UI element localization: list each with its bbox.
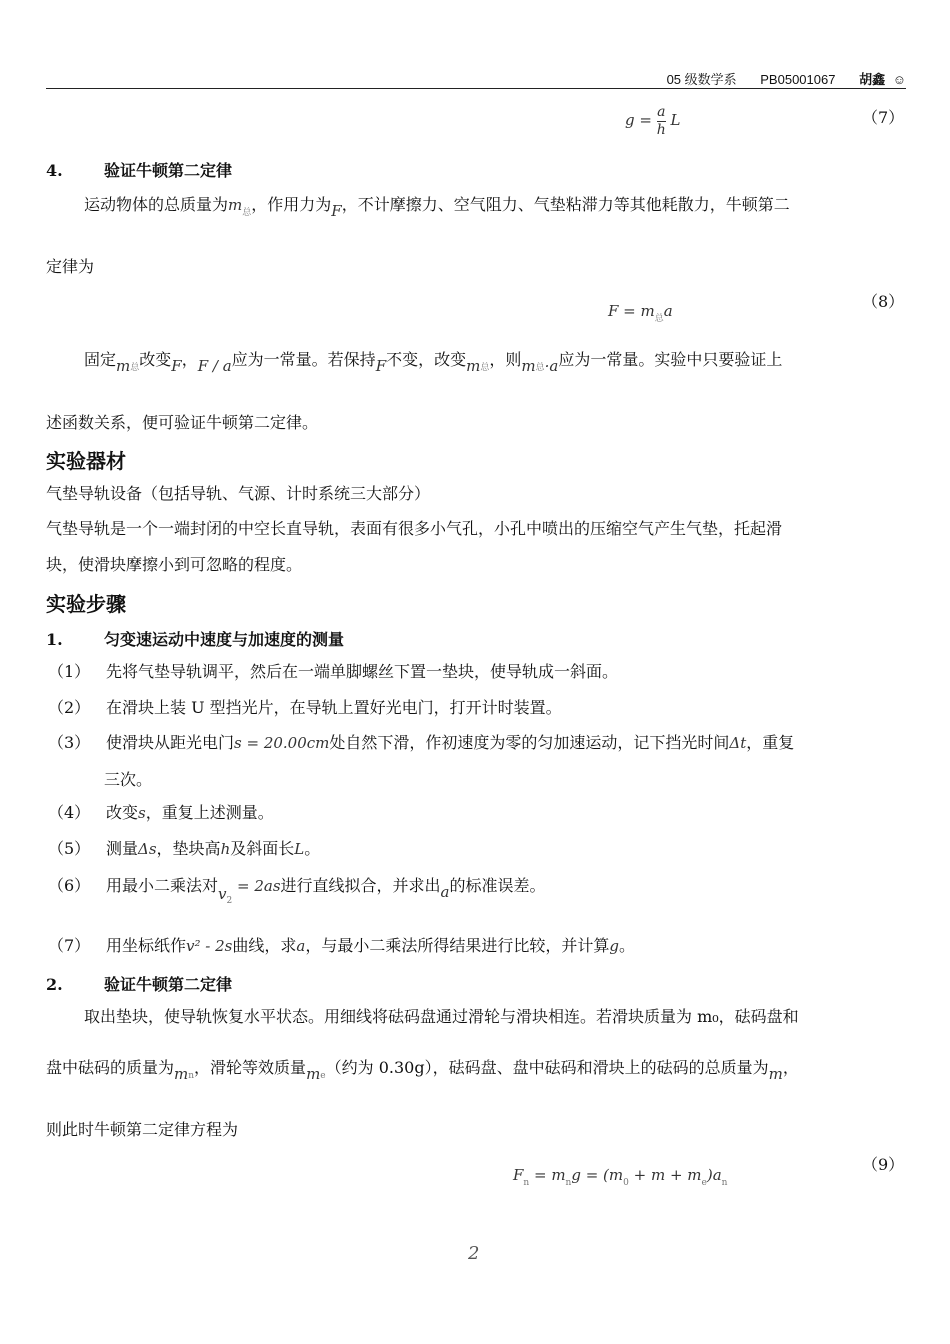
step-item-7: （7） 用坐标纸作v² - 2s曲线，求a，与最小二乘法所得结果进行比较，并计算g。 (48, 936, 635, 955)
step-2-heading: 2. 验证牛顿第二定律 (46, 975, 233, 994)
step-item-1: （1） 先将气垫导轨调平，然后在一端单脚螺丝下置一垫块，使导轨成一斜面。 (48, 662, 619, 681)
header-rule (46, 88, 906, 89)
equipment-line1: 气垫导轨设备（包括导轨、气源、计时系统三大部分） (46, 484, 431, 503)
equation-8: $F = m_总a$ (608, 302, 673, 324)
step-item-3: （3） 使滑块从距光电门s = 20.00cm处自然下滑，作初速度为零的匀加速运动，记下挡光时间Δt，重复 (48, 733, 795, 752)
step-2-line3: 则此时牛顿第二定律方程为 (46, 1120, 239, 1139)
step-item-6: （6） 用最小二乘法对$v_2 = 2as$进行直线拟合，并求出a的标准误差。 (48, 876, 546, 906)
equation-9-number: （9） (862, 1155, 905, 1174)
equation-9: $F_n = m_ng = (m_0 + m + m_e)a_n$ (513, 1166, 728, 1188)
header-dept: 05 级数学系 (666, 72, 737, 87)
header-id: PB05001067 (760, 72, 836, 87)
step-item-2: （2） 在滑块上装 U 型挡光片，在导轨上置好光电门，打开计时装置。 (48, 698, 562, 717)
equation-7-number: （7） (862, 108, 905, 127)
steps-heading: 实验步骤 (46, 592, 126, 616)
sec4-paragraph-line1: 运动物体的总质量为$m_总$，作用力为F，不计摩擦力、空气阻力、气垫粘滞力等其他耗散力，牛顿第二 (84, 195, 790, 220)
equipment-line3: 块，使滑块摩擦小到可忽略的程度。 (46, 555, 303, 574)
sec4-paragraph2-line2: 述函数关系，便可验证牛顿第二定律。 (46, 413, 319, 432)
header-name: 胡鑫 (859, 72, 886, 87)
step-item-3-cont: 三次。 (104, 770, 153, 789)
smiley-icon: ☺ (892, 72, 906, 87)
section-4-heading: 4. 验证牛顿第二定律 (46, 161, 233, 180)
sec4-paragraph-line2: 定律为 (46, 257, 95, 276)
page-header (647, 69, 906, 88)
sec4-paragraph2-line1: 固定$m_总$改变F，F / a应为一常量。若保持F不变，改变$m_总$，则$m_总\cdot a$应为一常量。实验中只要验证上 (84, 350, 783, 375)
step-2-line1: 取出垫块，使导轨恢复水平状态。用细线将砝码盘通过滑轮与滑块相连。若滑块质量为 m₀，砝码盘和 (84, 1007, 799, 1026)
equation-8-number: （8） (862, 292, 905, 311)
step-2-line2: 盘中砝码的质量为$m_n$，滑轮等效质量$m_e$（约为 0.30g），砝码盘、盘中砝码和滑块上的砝码的总质量为m， (46, 1058, 799, 1083)
equipment-heading: 实验器材 (46, 449, 126, 473)
equation-7: $g = \frac{a}{h}$ L (625, 104, 681, 138)
step-item-5: （5） 测量Δs，垫块高h及斜面长L。 (48, 839, 321, 858)
page-number: 2 (468, 1243, 480, 1264)
step-1-heading: 1. 匀变速运动中速度与加速度的测量 (46, 630, 345, 649)
step-item-4: （4） 改变s，重复上述测量。 (48, 803, 274, 822)
equipment-line2: 气垫导轨是一个一端封闭的中空长直导轨，表面有很多小气孔，小孔中喷出的压缩空气产生气垫，托起滑 (46, 519, 783, 538)
